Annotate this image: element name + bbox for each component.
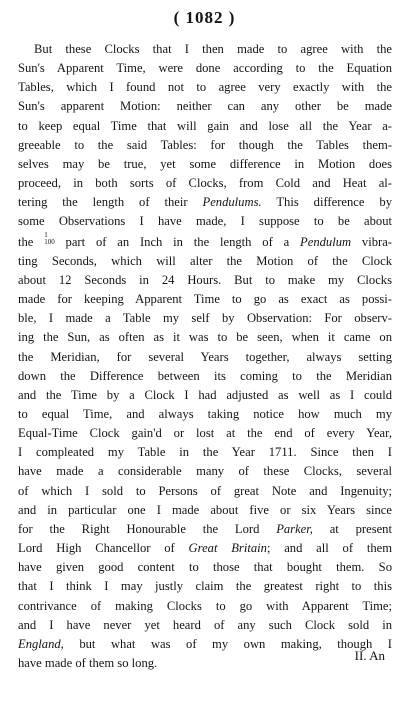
text-line [18, 40, 392, 59]
text-line [18, 193, 392, 212]
italic-text: Great Britain [188, 541, 267, 556]
text-line [18, 328, 392, 347]
text-run: Tables, which I found not to agree very exactly with the [18, 80, 392, 95]
body-paragraph [18, 40, 392, 673]
text-run: and I have never yet heard of any such Clock sold in [18, 617, 392, 632]
text-line [18, 405, 392, 424]
text-run: for the Right Honourable the Lord [18, 521, 277, 536]
text-run: vibra- [351, 234, 392, 249]
text-run: selves may be true, yet some difference in Motion does [18, 156, 392, 171]
text-run: of which I sold to Persons of great Note and Ingenuity; [18, 483, 392, 498]
text-run: have given good content to those that bought them. So [18, 560, 392, 575]
page-number: ( 1082 ) [173, 8, 236, 27]
text-run: have made a considerable many of these Clocks, several [18, 464, 392, 479]
text-run: But these Clocks that I then made to agree with the [34, 42, 392, 56]
text-line [18, 155, 392, 174]
text-line [18, 635, 392, 654]
text-run: to equal Time, and always taking notice how much my [18, 406, 392, 421]
text-run: ting Seconds, which will alter the Motion of the Clock [18, 253, 392, 268]
text-line [18, 252, 392, 271]
text-line [18, 117, 392, 136]
text-line [18, 212, 392, 231]
text-run: about 12 Seconds in 24 Hours. But to make my Clocks [18, 272, 392, 287]
text-run: down the Difference between its coming to the Meridian [18, 368, 392, 383]
text-line [18, 290, 392, 309]
text-line [18, 59, 392, 78]
text-run: I compleated my Table in the Year 1711. Since then I [18, 445, 392, 460]
text-line [18, 232, 392, 252]
text-line [18, 520, 392, 539]
text-run: and in particular one I made about five or six Years since [18, 502, 392, 517]
text-run: made for keeping Apparent Time to go as exact as possi- [18, 292, 392, 307]
text-run: but what was of my own making, though I [63, 636, 392, 651]
text-line [18, 136, 392, 155]
text-line [18, 309, 392, 328]
text-line [18, 616, 392, 635]
text-line [18, 367, 392, 386]
text-run: Sun's apparent Motion: neither can any other be made [18, 99, 392, 114]
text-line [18, 482, 392, 501]
text-run: some Observations I have made, I suppose to be about [18, 214, 392, 229]
text-run: contrivance of making Clocks to go with Apparent Time; [18, 598, 392, 613]
text-run: Sun's Apparent Time, were done according to the Equation [18, 61, 392, 76]
text-run: tering the length of their [18, 195, 203, 210]
text-run: that I think I may justly claim the greatest right to this [18, 579, 392, 594]
text-line [18, 271, 392, 290]
text-line [18, 97, 392, 116]
text-run: ; and all of them [266, 541, 392, 556]
fraction-numerator: 1 [44, 231, 48, 239]
fraction [44, 232, 55, 246]
text-run: at present [312, 521, 392, 536]
text-line [18, 462, 392, 481]
text-run: the Meridian, for several Years together, always setting [18, 349, 392, 364]
text-run: to keep equal Time that will gain and lose all the Year a- [18, 118, 392, 133]
italic-text: Pendulums. [202, 195, 262, 210]
italic-text: Pendulum [300, 234, 352, 249]
catchword: II. An [354, 648, 385, 663]
text-line [18, 501, 392, 520]
italic-text: Parker, [276, 521, 313, 536]
text-run: part of an Inch in the length of a [54, 234, 301, 249]
text-line [18, 539, 392, 558]
text-line [18, 424, 392, 443]
text-run: have made of them so long. [18, 656, 158, 670]
text-line [18, 443, 392, 462]
fraction-denominator: 100 [44, 237, 55, 246]
text-run: ble, I made a Table my self by Observation: For observ- [18, 311, 392, 326]
text-line [18, 174, 392, 193]
text-run: ing the Sun, as often as it was to be seen, when it came on [18, 330, 392, 345]
text-run: proceed, in both sorts of Clocks, from Cold and Heat al- [18, 176, 392, 191]
text-line [18, 78, 392, 97]
text-line [18, 386, 392, 405]
text-run: greeable to the said Tables: for though the Tables them- [18, 137, 392, 152]
text-run: Lord High Chancellor of [18, 541, 189, 556]
text-line [18, 654, 392, 673]
text-run: the [18, 234, 45, 249]
text-line [18, 558, 392, 577]
text-line [18, 577, 392, 596]
text-run: Equal-Time Clock gain'd or lost at the end of every Year, [18, 426, 392, 441]
text-run: and the Time by a Clock I had adjusted as well as I could [18, 387, 392, 402]
text-line [18, 348, 392, 367]
italic-text: England, [18, 636, 64, 651]
text-run: This difference by [261, 195, 392, 210]
text-line [18, 597, 392, 616]
